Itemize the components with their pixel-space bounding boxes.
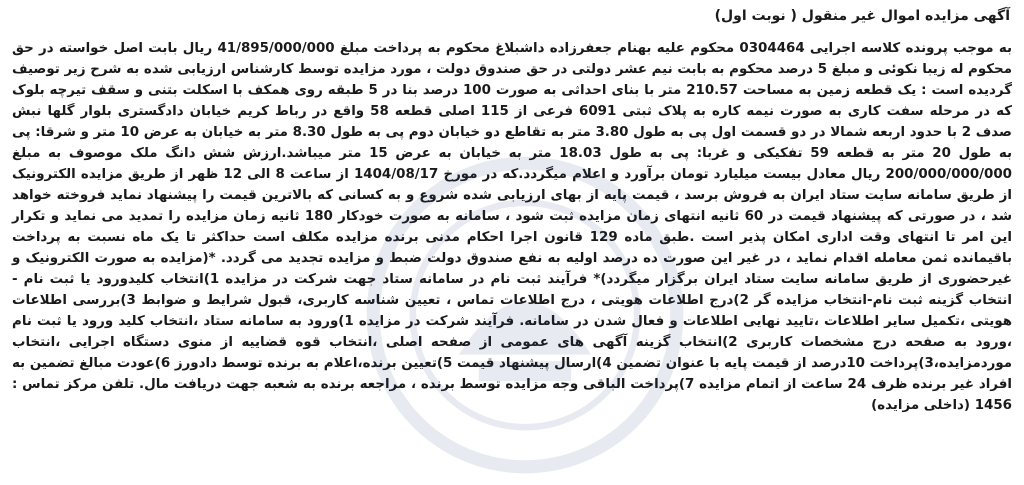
notice-body: به موجب پرونده کلاسه اجرایی 0304464 محکوم علیه بهنام جعفرزاده داشبلاغ محکوم به پرداخت مبلغ 41/895/000/000 ریال بابت اصل خواسته در حق محکوم له زیبا نکوئی و مبلغ 5 درصد محکوم به بابت نیم عشر دولتی در حق صندوق دولت ، مورد مزایده توسط کارشناس ارزیابی شده به شرح زیر توصیف گردیده است : یک قطعه زمین به مساحت 210.57 متر با بنای احداثی به صورت 100 درصد بنا در 5 طبقه روی همکف با اسکلت بتنی و سقف تیرچه بلوک که در مرحله سفت کاری به صورت نیمه کاره به پلاک ثبتی 6091 فرعی از 115 اصلی قطعه 58 واقع در رباط کریم خیابان دادگستری بلوار گلها نبش صدف 2 با حدود اربعه شمالا در دو قسمت اول پی به طول 3.80 متر به تقاطع دو خیابان دوم پی به طول 8.30 متر به خیابان به عرض 10 متر و شرقا: پی به طول 20 متر به قطعه 59 تفکیکی و غربا: پی به طول 18.03 متر به خیابان به عرض 15 متر میباشد.ارزش شش دانگ ملک موصوف به مبلغ 200/000/000/000 ریال معادل بیست میلیارد تومان برآورد و اعلام میگردد.که در مورخ 1404/08/17 از ساعت 8 الی 12 ظهر از طریق مزایده الکترونیک از طریق سامانه سایت ستاد ایران به فروش برسد ، قیمت پایه از بهای ارزیابی شده شروع و به کسانی که بالاترین قیمت را پیشنهاد نماید فروخته خواهد شد ، در صورتی که پیشنهاد قیمت در 60 ثانیه انتهای زمان مزایده ثبت شود ، سامانه به صورت خودکار 180 ثانیه زمان مزایده را تمدید می نماید و تکرار این امر تا انتهای وقت اداری امکان پذیر است .طبق ماده 129 قانون اجرا احکام مدنی برنده مزایده مکلف است حداکثر تا یک ماه نسبت به پرداخت باقیمانده ثمن معامله اقدام نماید ، در غیر این صورت ده درصد اولیه به نفع صندوق دولت ضبط و مزایده تجدید می گردد. *(مزایده به صورت الکترونیک و غیرحضوری از طریق سامانه سایت ستاد ایران برگزار میگردد)* فرآیند ثبت نام در سامانه ستاد جهت شرکت در مزایده 1)انتخاب کلیدورود یا ثبت نام - انتخاب گزینه ثبت نام-انتخاب مزایده گر 2)درج اطلاعات هویتی ، درج اطلاعات تماس ، تعیین شناسه کاربری، قبول شرایط و ضوابط 3)بررسی اطلاعات هویتی ،تکمیل سایر اطلاعات ،تایید نهایی اطلاعات و فعال شدن در سامانه. فرآیند شرکت در مزایده 1)ورود به سامانه ستاد ،انتخاب کلید ورود یا ثبت نام ،ورود به صفحه درج مشخصات کاربری 2)انتخاب گزینه آگهی های عمومی از صفحه اصلی ،انتخاب قوه قضاییه از منوی دستگاه اجرایی ،انتخاب موردمزایده،3)پرداخت 10درصد از قیمت پایه با عنوان تضمین 4)ارسال پیشنهاد قیمت 5)تعیین برنده،اعلام به برنده توسط دادورز 6)عودت مبالغ تضمین به افراد غیر برنده ظرف 24 ساعت از اتمام مزایده 7)پرداخت الباقی وجه مزایده توسط برنده ، مراجعه برنده به شعبه جهت دریافت مال. تلفن مرکز تماس : 1456 (داخلی مزایده) (12, 41, 1013, 413)
notice-title: آگهی مزایده اموال غیر منقول ( نوبت اول) (714, 8, 1010, 24)
auction-notice (12, 4, 1012, 464)
